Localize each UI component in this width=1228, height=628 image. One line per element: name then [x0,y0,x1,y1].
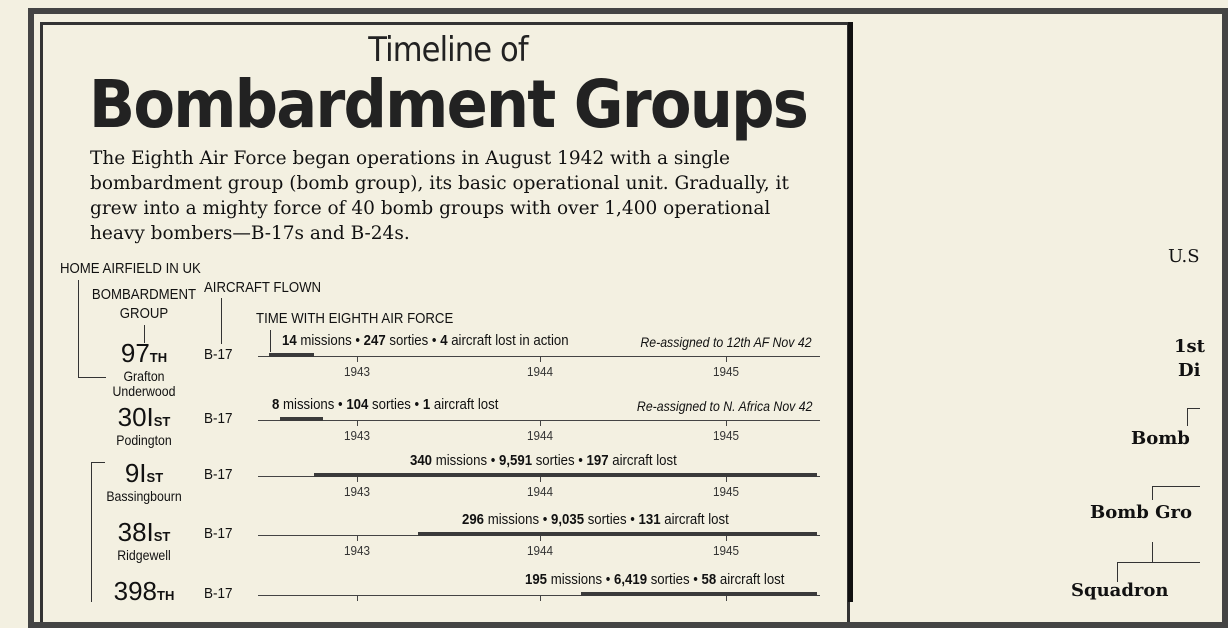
timeline-tick [357,535,358,541]
stat-label: sorties • [584,511,639,528]
timeline-year-label: 1944 [526,364,554,379]
stat-value: 247 [363,332,386,349]
group-number [84,576,204,607]
group-number-value: 30I [117,402,154,432]
org-line-3 [1152,542,1153,562]
timeline-tick [726,356,727,362]
org-line-2 [1152,486,1153,500]
reassignment-note: Re-assigned to N. Africa Nov 42 [636,398,812,414]
home-airfield: Ridgewell [117,547,171,563]
legend-bomb-group-2: GROUP [119,305,169,322]
group-stats [410,452,677,469]
group-number [84,402,204,433]
stat-label: missions • [296,332,364,349]
group-number [84,517,204,548]
stat-value: 131 [638,511,661,528]
stat-value: 58 [701,571,717,588]
group-number-suffix: ST [153,529,171,544]
timeline-tick [540,356,541,362]
aircraft-type: B-17 [204,585,233,602]
org-bomb-group-label: Bomb Gro [1090,502,1192,523]
group-number-value: 9I [124,458,147,488]
stat-label: sorties • [385,332,441,349]
stat-value: 6,419 [614,571,648,588]
stat-label: aircraft lost [716,571,785,588]
service-period-bar [581,592,817,596]
org-line-1 [1187,408,1188,426]
aircraft-type: B-17 [204,410,233,427]
timeline-axis [258,356,820,357]
timeline-year-label: 1943 [343,543,371,558]
org-bomb-wing-label: Bomb [1131,428,1190,449]
org-us-label: U.S [1168,246,1200,267]
legend-line-time [270,330,271,352]
title-small: Timeline of [368,30,528,70]
stat-value: 197 [586,452,609,469]
group-stats [272,396,498,413]
stat-value: 340 [410,452,433,469]
timeline-tick [540,595,541,601]
group-stats [462,511,729,528]
timeline-year-label: 1945 [712,364,740,379]
stat-label: aircraft lost [608,452,677,469]
group-number [84,458,204,489]
group-number-suffix: ST [146,470,164,485]
group-number-value: 38I [117,517,154,547]
group-number-value: 398 [113,576,158,606]
legend-line-airfield [78,280,79,377]
group-number-suffix: TH [149,350,168,365]
home-airfield: Bassingbourn [106,488,182,504]
stat-value: 195 [525,571,548,588]
org-squadron-label: Squadron [1071,580,1169,601]
stat-label: missions • [484,511,552,528]
timeline-year-label: 1943 [343,484,371,499]
stat-label: aircraft lost [430,396,499,413]
timeline-year-label: 1945 [712,484,740,499]
stat-value: 8 [272,396,280,413]
stat-label: missions • [547,571,615,588]
stat-value: 104 [346,396,369,413]
timeline-year-label: 1943 [343,428,371,443]
service-period-bar [280,417,322,421]
org-line-1h [1187,408,1200,409]
stat-value: 4 [440,332,448,349]
service-period-bar [314,473,817,477]
stat-label: sorties • [647,571,702,588]
stat-label: missions • [432,452,500,469]
timeline-year-label: 1945 [712,543,740,558]
reassignment-note: Re-assigned to 12th AF Nov 42 [640,334,812,350]
timeline-year-label: 1945 [712,428,740,443]
stat-label: aircraft lost [660,511,729,528]
stat-value: 9,591 [499,452,533,469]
group-number-suffix: ST [153,414,171,429]
org-division-label: Di [1178,360,1201,381]
timeline-tick [540,420,541,426]
timeline-tick [357,356,358,362]
timeline-tick [357,420,358,426]
timeline-year-label: 1943 [343,364,371,379]
stat-label: sorties • [368,396,423,413]
legend-line-aircraft [221,298,222,344]
timeline-year-label: 1944 [526,428,554,443]
stat-value: 1 [422,396,431,413]
home-airfield: Podington [116,432,172,448]
stat-label: sorties • [532,452,587,469]
org-line-2h [1152,486,1200,487]
legend-bomb-group: BOMBARDMENT [91,286,197,303]
group-stats [525,571,784,588]
aircraft-type: B-17 [204,346,233,363]
group-stats [282,332,569,349]
intro-paragraph: The Eighth Air Force began operations in August 1942 with a single bombardment group (bomb group), its basic operational unit. Gradually, it grew into a mighty force of 40 bomb groups with over 1,400 operational heavy bombers—B-17s and B-24s. [90,148,789,244]
org-first-label: 1st [1174,336,1205,357]
timeline-year-label: 1944 [526,484,554,499]
stat-value: 9,035 [551,511,585,528]
org-line-3v [1117,562,1118,582]
service-period-bar [418,532,817,536]
service-period-bar [269,353,314,357]
timeline-axis [258,420,820,421]
group-number-suffix: TH [157,588,175,603]
aircraft-type: B-17 [204,466,233,483]
page-title: Bombardment Groups [88,66,808,143]
timeline-year-label: 1944 [526,543,554,558]
aircraft-type: B-17 [204,525,233,542]
timeline-tick [357,595,358,601]
stat-label: aircraft lost in action [447,332,569,349]
legend-aircraft: AIRCRAFT FLOWN [204,279,322,296]
group-number [84,338,204,369]
stat-label: missions • [279,396,347,413]
timeline-tick [726,420,727,426]
org-line-3h [1117,562,1200,563]
stat-value: 296 [462,511,485,528]
group-number-value: 97 [120,338,150,368]
stat-value: 14 [282,332,297,349]
legend-time: TIME WITH EIGHTH AIR FORCE [256,310,454,327]
legend-home-airfield: HOME AIRFIELD IN UK [60,260,201,277]
home-airfield: Grafton Underwood [112,368,176,399]
